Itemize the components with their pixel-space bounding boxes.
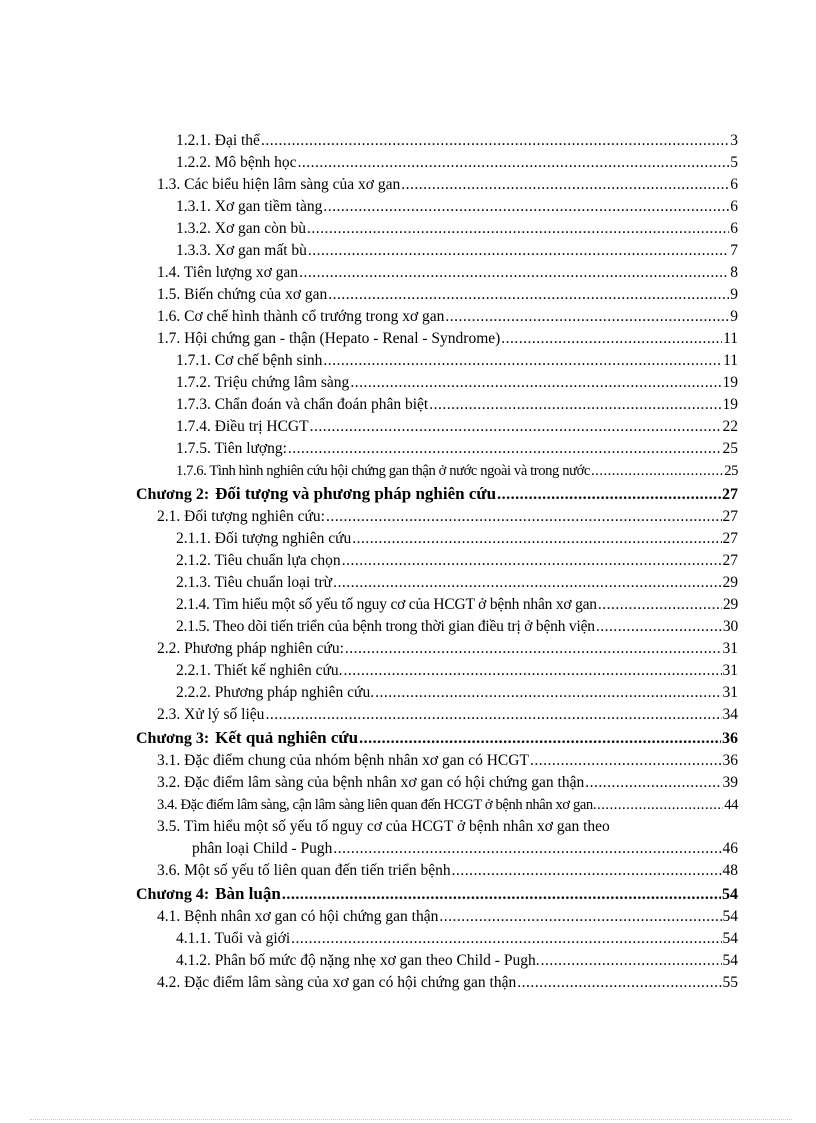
toc-entry: 2.1.1. Đối tượng nghiên cứu ..... 27 <box>176 529 738 549</box>
toc-entry: 4.2. Đặc điểm lâm sàng của xơ gan có hội chứng gan thận ..... 55 <box>157 973 738 993</box>
toc-entry: 2.2.1. Thiết kế nghiên cứu. ..... 31 <box>176 661 738 681</box>
toc-entry: 3.5. Tìm hiểu một số yếu tố nguy cơ của HCGT ở bệnh nhân xơ gan theo <box>157 818 610 835</box>
toc-chapter: Chương 4: Bàn luận ..... 54 <box>136 883 738 905</box>
toc-entry: 2.3. Xử lý số liệu ..... 34 <box>157 705 738 725</box>
toc-entry: 1.3. Các biểu hiện lâm sàng của xơ gan ..... 6 <box>157 175 738 195</box>
toc-entry: 1.7.3. Chẩn đoán và chẩn đoán phân biệt ..... 19 <box>176 395 738 415</box>
toc-entry: 1.7.5. Tiên lượng: ..... 25 <box>176 439 738 459</box>
toc-entry: 2.2. Phương pháp nghiên cứu: ..... 31 <box>157 639 738 659</box>
toc-entry: 4.1.1. Tuổi và giới ..... 54 <box>176 929 738 949</box>
toc-entry: 1.3.2. Xơ gan còn bù ..... 6 <box>176 219 738 239</box>
toc-entry: 3.6. Một số yếu tố liên quan đến tiến triển bệnh ..... 48 <box>157 861 738 881</box>
toc-entry-continuation: phân loại Child - Pugh ..... 46 <box>192 839 738 859</box>
toc-entry: 3.4. Đặc điểm lâm sàng, cận lâm sàng liên quan đến HCGT ở bệnh nhân xơ gan. ..... 44 <box>157 795 738 815</box>
toc-entry: 1.6. Cơ chế hình thành cổ trướng trong xơ gan ..... 9 <box>157 307 738 327</box>
toc-entry: 1.7.1. Cơ chế bệnh sinh ..... 11 <box>176 351 738 371</box>
toc-entry: 4.1.2. Phân bố mức độ nặng nhẹ xơ gan theo Child - Pugh. ..... 54 <box>176 951 738 971</box>
toc-entry: 1.5. Biến chứng của xơ gan ..... 9 <box>157 285 738 305</box>
toc-entry: 1.7.4. Điều trị HCGT ..... 22 <box>176 417 738 437</box>
toc-entry: 1.7. Hội chứng gan - thận (Hepato - Renal - Syndrome) ..... 11 <box>157 329 738 349</box>
toc-entry: 2.1.2. Tiêu chuẩn lựa chọn ..... 27 <box>176 551 738 571</box>
toc-entry: 1.4. Tiên lượng xơ gan ..... 8 <box>157 263 738 283</box>
toc-entry: 1.2.2. Mô bệnh học ..... 5 <box>176 153 738 173</box>
toc-entry: 1.3.1. Xơ gan tiềm tàng ..... 6 <box>176 197 738 217</box>
toc-entry: 2.1. Đối tượng nghiên cứu: ..... 27 <box>157 507 738 527</box>
toc-entry: 3.2. Đặc điểm lâm sàng của bệnh nhân xơ gan có hội chứng gan thận ..... 39 <box>157 773 738 793</box>
toc-chapter: Chương 2: Đối tượng và phương pháp nghiên cứu ..... 27 <box>136 483 738 505</box>
toc-entry: 4.1. Bệnh nhân xơ gan có hội chứng gan thận ..... 54 <box>157 907 738 927</box>
toc-chapter: Chương 3: Kết quả nghiên cứu ..... 36 <box>136 727 738 749</box>
toc-entry: 2.1.3. Tiêu chuẩn loại trừ ..... 29 <box>176 573 738 593</box>
page-bottom-dotted-rule <box>30 1119 792 1120</box>
toc-entry: 1.7.6. Tình hình nghiên cứu hội chứng gan thận ở nước ngoài và trong nước ..... 25 <box>176 461 738 481</box>
toc-entry: 1.2.1. Đại thể ..... 3 <box>176 131 738 151</box>
toc-entry: 1.3.3. Xơ gan mất bù ..... 7 <box>176 241 738 261</box>
toc-entry: 2.1.5. Theo dõi tiến triển của bệnh trong thời gian điều trị ở bệnh viện ..... 30 <box>176 617 738 637</box>
toc-entry: 3.1. Đặc điểm chung của nhóm bệnh nhân xơ gan có HCGT ..... 36 <box>157 751 738 771</box>
toc-entry: 2.1.4. Tìm hiểu một số yếu tố nguy cơ của HCGT ở bệnh nhân xơ gan ..... 29 <box>176 595 738 615</box>
toc-entry: 2.2.2. Phương pháp nghiên cứu. ..... 31 <box>176 683 738 703</box>
toc-entry: 1.7.2. Triệu chứng lâm sàng ..... 19 <box>176 373 738 393</box>
